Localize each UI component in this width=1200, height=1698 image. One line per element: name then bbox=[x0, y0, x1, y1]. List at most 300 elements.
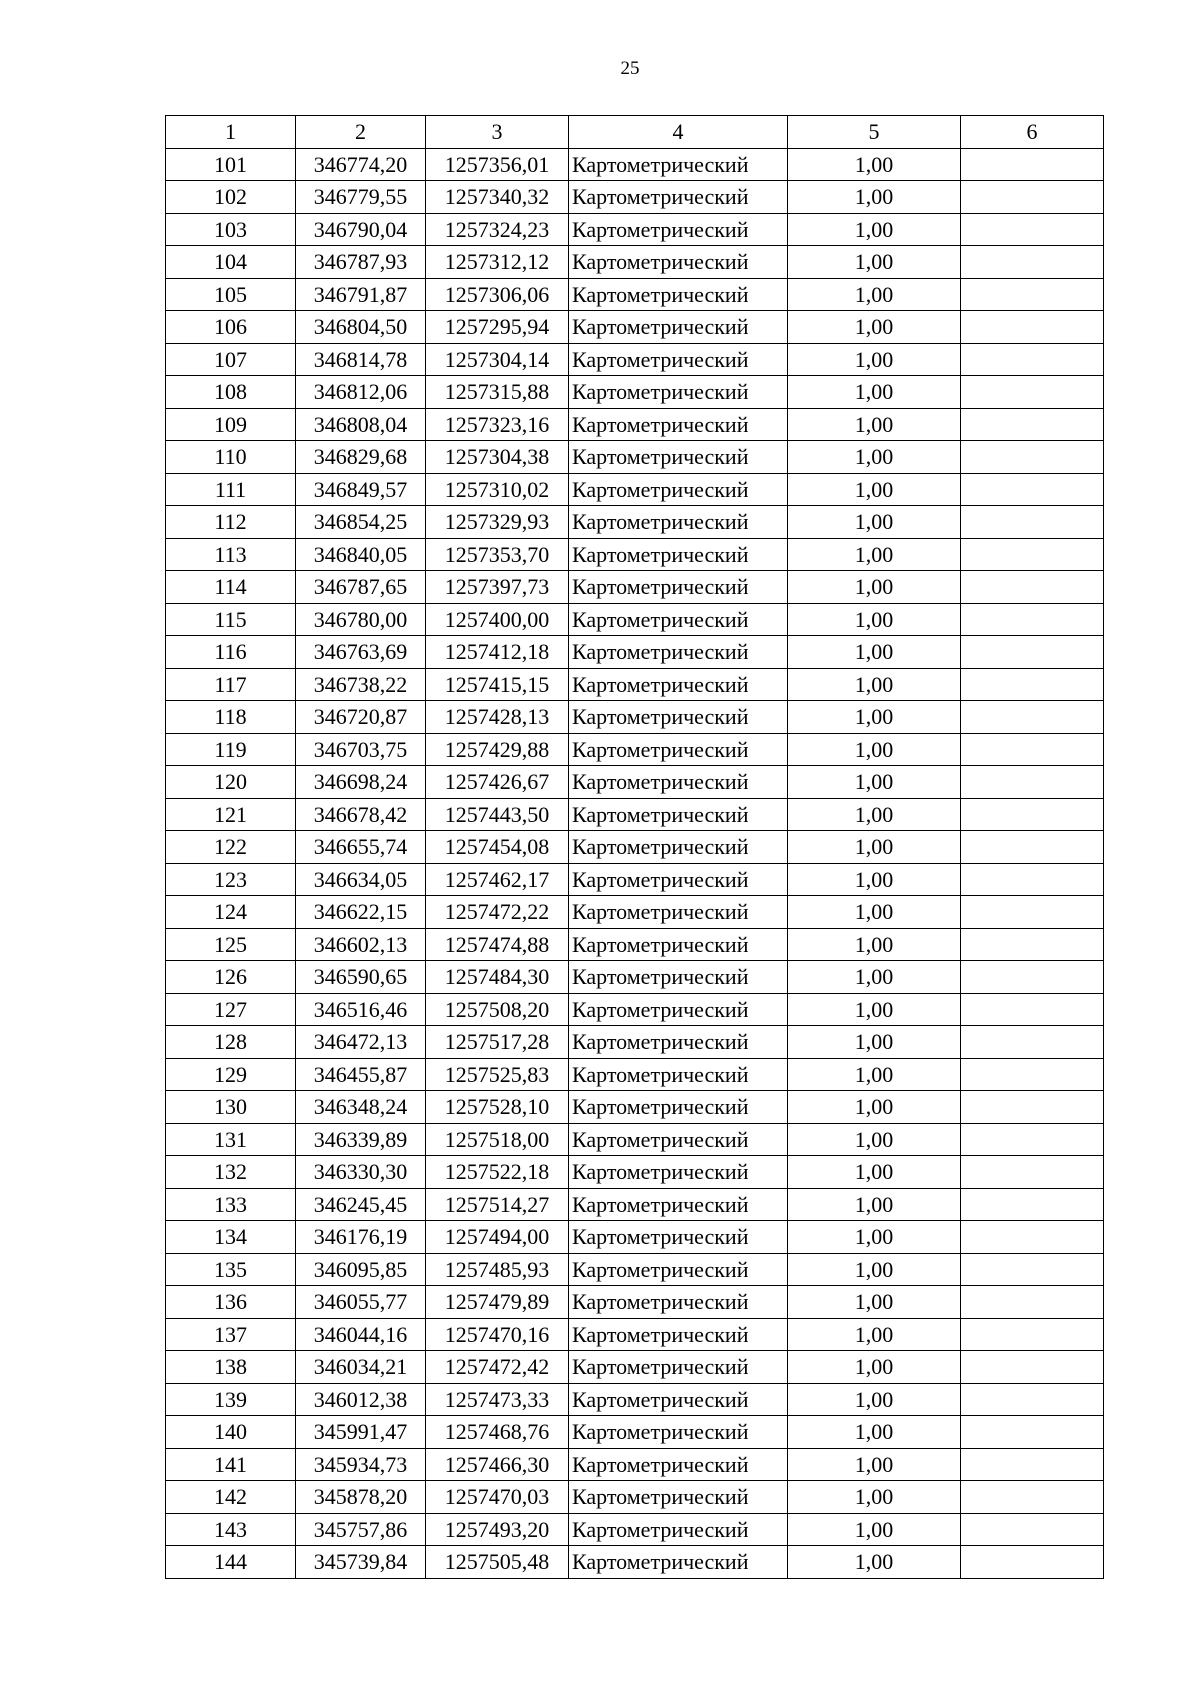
x-coordinate-cell: 345739,84 bbox=[296, 1546, 426, 1579]
accuracy-cell: 1,00 bbox=[788, 571, 961, 604]
x-coordinate-cell: 346779,55 bbox=[296, 181, 426, 214]
y-coordinate-cell: 1257415,15 bbox=[426, 668, 569, 701]
method-cell: Картометрический bbox=[569, 311, 788, 344]
note-cell bbox=[961, 1383, 1104, 1416]
table-row bbox=[166, 961, 1104, 994]
x-coordinate-cell: 346790,04 bbox=[296, 213, 426, 246]
y-coordinate-cell: 1257429,88 bbox=[426, 733, 569, 766]
column-header: 5 bbox=[788, 116, 961, 149]
accuracy-cell: 1,00 bbox=[788, 603, 961, 636]
accuracy-cell: 1,00 bbox=[788, 1318, 961, 1351]
method-cell: Картометрический bbox=[569, 1318, 788, 1351]
table-row bbox=[166, 636, 1104, 669]
table-row bbox=[166, 1091, 1104, 1124]
point-number-cell: 122 bbox=[166, 831, 296, 864]
point-number-cell: 121 bbox=[166, 798, 296, 831]
table-row bbox=[166, 1416, 1104, 1449]
table-row bbox=[166, 993, 1104, 1026]
method-cell: Картометрический bbox=[569, 1416, 788, 1449]
x-coordinate-cell: 346348,24 bbox=[296, 1091, 426, 1124]
point-number-cell: 132 bbox=[166, 1156, 296, 1189]
note-cell bbox=[961, 1416, 1104, 1449]
point-number-cell: 117 bbox=[166, 668, 296, 701]
method-cell: Картометрический bbox=[569, 473, 788, 506]
y-coordinate-cell: 1257468,76 bbox=[426, 1416, 569, 1449]
table-row bbox=[166, 343, 1104, 376]
method-cell: Картометрический bbox=[569, 1448, 788, 1481]
method-cell: Картометрический bbox=[569, 1253, 788, 1286]
table-row bbox=[166, 278, 1104, 311]
y-coordinate-cell: 1257295,94 bbox=[426, 311, 569, 344]
x-coordinate-cell: 346787,93 bbox=[296, 246, 426, 279]
note-cell bbox=[961, 603, 1104, 636]
table-row bbox=[166, 766, 1104, 799]
y-coordinate-cell: 1257412,18 bbox=[426, 636, 569, 669]
x-coordinate-cell: 346738,22 bbox=[296, 668, 426, 701]
x-coordinate-cell: 345878,20 bbox=[296, 1481, 426, 1514]
x-coordinate-cell: 346602,13 bbox=[296, 928, 426, 961]
y-coordinate-cell: 1257473,33 bbox=[426, 1383, 569, 1416]
method-cell: Картометрический bbox=[569, 928, 788, 961]
table-row bbox=[166, 831, 1104, 864]
note-cell bbox=[961, 1123, 1104, 1156]
accuracy-cell: 1,00 bbox=[788, 1058, 961, 1091]
y-coordinate-cell: 1257323,16 bbox=[426, 408, 569, 441]
accuracy-cell: 1,00 bbox=[788, 1546, 961, 1579]
accuracy-cell: 1,00 bbox=[788, 1481, 961, 1514]
y-coordinate-cell: 1257493,20 bbox=[426, 1513, 569, 1546]
table-row bbox=[166, 863, 1104, 896]
y-coordinate-cell: 1257304,14 bbox=[426, 343, 569, 376]
table-row bbox=[166, 1351, 1104, 1384]
accuracy-cell: 1,00 bbox=[788, 636, 961, 669]
y-coordinate-cell: 1257426,67 bbox=[426, 766, 569, 799]
method-cell: Картометрический bbox=[569, 213, 788, 246]
note-cell bbox=[961, 1448, 1104, 1481]
y-coordinate-cell: 1257522,18 bbox=[426, 1156, 569, 1189]
table-row bbox=[166, 701, 1104, 734]
point-number-cell: 136 bbox=[166, 1286, 296, 1319]
method-cell: Картометрический bbox=[569, 701, 788, 734]
column-header: 2 bbox=[296, 116, 426, 149]
note-cell bbox=[961, 961, 1104, 994]
accuracy-cell: 1,00 bbox=[788, 798, 961, 831]
accuracy-cell: 1,00 bbox=[788, 278, 961, 311]
point-number-cell: 137 bbox=[166, 1318, 296, 1351]
note-cell bbox=[961, 636, 1104, 669]
x-coordinate-cell: 346678,42 bbox=[296, 798, 426, 831]
note-cell bbox=[961, 376, 1104, 409]
method-cell: Картометрический bbox=[569, 1091, 788, 1124]
y-coordinate-cell: 1257518,00 bbox=[426, 1123, 569, 1156]
point-number-cell: 110 bbox=[166, 441, 296, 474]
method-cell: Картометрический bbox=[569, 1546, 788, 1579]
method-cell: Картометрический bbox=[569, 343, 788, 376]
table-row bbox=[166, 376, 1104, 409]
x-coordinate-cell: 346814,78 bbox=[296, 343, 426, 376]
method-cell: Картометрический bbox=[569, 961, 788, 994]
point-number-cell: 120 bbox=[166, 766, 296, 799]
note-cell bbox=[961, 473, 1104, 506]
point-number-cell: 115 bbox=[166, 603, 296, 636]
x-coordinate-cell: 346780,00 bbox=[296, 603, 426, 636]
accuracy-cell: 1,00 bbox=[788, 831, 961, 864]
point-number-cell: 126 bbox=[166, 961, 296, 994]
y-coordinate-cell: 1257485,93 bbox=[426, 1253, 569, 1286]
point-number-cell: 129 bbox=[166, 1058, 296, 1091]
y-coordinate-cell: 1257505,48 bbox=[426, 1546, 569, 1579]
x-coordinate-cell: 346095,85 bbox=[296, 1253, 426, 1286]
method-cell: Картометрический bbox=[569, 1058, 788, 1091]
method-cell: Картометрический bbox=[569, 668, 788, 701]
point-number-cell: 107 bbox=[166, 343, 296, 376]
point-number-cell: 140 bbox=[166, 1416, 296, 1449]
point-number-cell: 131 bbox=[166, 1123, 296, 1156]
note-cell bbox=[961, 278, 1104, 311]
accuracy-cell: 1,00 bbox=[788, 896, 961, 929]
method-cell: Картометрический bbox=[569, 798, 788, 831]
x-coordinate-cell: 346634,05 bbox=[296, 863, 426, 896]
note-cell bbox=[961, 1156, 1104, 1189]
point-number-cell: 123 bbox=[166, 863, 296, 896]
note-cell bbox=[961, 831, 1104, 864]
x-coordinate-cell: 346622,15 bbox=[296, 896, 426, 929]
y-coordinate-cell: 1257454,08 bbox=[426, 831, 569, 864]
point-number-cell: 112 bbox=[166, 506, 296, 539]
note-cell bbox=[961, 311, 1104, 344]
point-number-cell: 118 bbox=[166, 701, 296, 734]
note-cell bbox=[961, 343, 1104, 376]
x-coordinate-cell: 346245,45 bbox=[296, 1188, 426, 1221]
y-coordinate-cell: 1257428,13 bbox=[426, 701, 569, 734]
x-coordinate-cell: 346849,57 bbox=[296, 473, 426, 506]
method-cell: Картометрический bbox=[569, 506, 788, 539]
note-cell bbox=[961, 1318, 1104, 1351]
method-cell: Картометрический bbox=[569, 831, 788, 864]
accuracy-cell: 1,00 bbox=[788, 1026, 961, 1059]
point-number-cell: 139 bbox=[166, 1383, 296, 1416]
column-header: 6 bbox=[961, 116, 1104, 149]
y-coordinate-cell: 1257315,88 bbox=[426, 376, 569, 409]
point-number-cell: 138 bbox=[166, 1351, 296, 1384]
table-row bbox=[166, 733, 1104, 766]
accuracy-cell: 1,00 bbox=[788, 961, 961, 994]
method-cell: Картометрический bbox=[569, 408, 788, 441]
x-coordinate-cell: 346455,87 bbox=[296, 1058, 426, 1091]
accuracy-cell: 1,00 bbox=[788, 668, 961, 701]
method-cell: Картометрический bbox=[569, 441, 788, 474]
accuracy-cell: 1,00 bbox=[788, 538, 961, 571]
header-row bbox=[166, 116, 1104, 149]
table-row bbox=[166, 798, 1104, 831]
x-coordinate-cell: 346763,69 bbox=[296, 636, 426, 669]
y-coordinate-cell: 1257470,03 bbox=[426, 1481, 569, 1514]
y-coordinate-cell: 1257310,02 bbox=[426, 473, 569, 506]
table-row bbox=[166, 408, 1104, 441]
note-cell bbox=[961, 1286, 1104, 1319]
x-coordinate-cell: 346590,65 bbox=[296, 961, 426, 994]
accuracy-cell: 1,00 bbox=[788, 213, 961, 246]
method-cell: Картометрический bbox=[569, 863, 788, 896]
point-number-cell: 101 bbox=[166, 148, 296, 181]
method-cell: Картометрический bbox=[569, 1286, 788, 1319]
note-cell bbox=[961, 896, 1104, 929]
accuracy-cell: 1,00 bbox=[788, 1416, 961, 1449]
accuracy-cell: 1,00 bbox=[788, 701, 961, 734]
accuracy-cell: 1,00 bbox=[788, 1383, 961, 1416]
table-row bbox=[166, 1188, 1104, 1221]
note-cell bbox=[961, 506, 1104, 539]
point-number-cell: 142 bbox=[166, 1481, 296, 1514]
method-cell: Картометрический bbox=[569, 636, 788, 669]
y-coordinate-cell: 1257304,38 bbox=[426, 441, 569, 474]
table-row bbox=[166, 213, 1104, 246]
note-cell bbox=[961, 1026, 1104, 1059]
x-coordinate-cell: 345757,86 bbox=[296, 1513, 426, 1546]
table-row bbox=[166, 1318, 1104, 1351]
column-header: 1 bbox=[166, 116, 296, 149]
point-number-cell: 111 bbox=[166, 473, 296, 506]
note-cell bbox=[961, 863, 1104, 896]
y-coordinate-cell: 1257324,23 bbox=[426, 213, 569, 246]
column-header: 4 bbox=[569, 116, 788, 149]
note-cell bbox=[961, 1058, 1104, 1091]
table-row bbox=[166, 506, 1104, 539]
x-coordinate-cell: 346854,25 bbox=[296, 506, 426, 539]
note-cell bbox=[961, 928, 1104, 961]
method-cell: Картометрический bbox=[569, 733, 788, 766]
accuracy-cell: 1,00 bbox=[788, 733, 961, 766]
x-coordinate-cell: 346176,19 bbox=[296, 1221, 426, 1254]
note-cell bbox=[961, 1351, 1104, 1384]
point-number-cell: 134 bbox=[166, 1221, 296, 1254]
point-number-cell: 125 bbox=[166, 928, 296, 961]
x-coordinate-cell: 346829,68 bbox=[296, 441, 426, 474]
note-cell bbox=[961, 148, 1104, 181]
x-coordinate-cell: 346055,77 bbox=[296, 1286, 426, 1319]
table-row bbox=[166, 896, 1104, 929]
accuracy-cell: 1,00 bbox=[788, 1123, 961, 1156]
y-coordinate-cell: 1257397,73 bbox=[426, 571, 569, 604]
table-row bbox=[166, 181, 1104, 214]
table-row bbox=[166, 668, 1104, 701]
y-coordinate-cell: 1257517,28 bbox=[426, 1026, 569, 1059]
method-cell: Картометрический bbox=[569, 278, 788, 311]
table-row bbox=[166, 1546, 1104, 1579]
table-row bbox=[166, 246, 1104, 279]
accuracy-cell: 1,00 bbox=[788, 408, 961, 441]
point-number-cell: 106 bbox=[166, 311, 296, 344]
method-cell: Картометрический bbox=[569, 896, 788, 929]
accuracy-cell: 1,00 bbox=[788, 1448, 961, 1481]
y-coordinate-cell: 1257472,22 bbox=[426, 896, 569, 929]
method-cell: Картометрический bbox=[569, 571, 788, 604]
table-row bbox=[166, 1156, 1104, 1189]
note-cell bbox=[961, 1188, 1104, 1221]
table-row bbox=[166, 538, 1104, 571]
y-coordinate-cell: 1257306,06 bbox=[426, 278, 569, 311]
method-cell: Картометрический bbox=[569, 538, 788, 571]
column-header: 3 bbox=[426, 116, 569, 149]
note-cell bbox=[961, 993, 1104, 1026]
accuracy-cell: 1,00 bbox=[788, 928, 961, 961]
method-cell: Картометрический bbox=[569, 1123, 788, 1156]
point-number-cell: 144 bbox=[166, 1546, 296, 1579]
point-number-cell: 133 bbox=[166, 1188, 296, 1221]
point-number-cell: 127 bbox=[166, 993, 296, 1026]
x-coordinate-cell: 346516,46 bbox=[296, 993, 426, 1026]
x-coordinate-cell: 346472,13 bbox=[296, 1026, 426, 1059]
accuracy-cell: 1,00 bbox=[788, 148, 961, 181]
accuracy-cell: 1,00 bbox=[788, 1253, 961, 1286]
x-coordinate-cell: 345934,73 bbox=[296, 1448, 426, 1481]
accuracy-cell: 1,00 bbox=[788, 473, 961, 506]
y-coordinate-cell: 1257508,20 bbox=[426, 993, 569, 1026]
y-coordinate-cell: 1257466,30 bbox=[426, 1448, 569, 1481]
method-cell: Картометрический bbox=[569, 1481, 788, 1514]
table-row bbox=[166, 1058, 1104, 1091]
accuracy-cell: 1,00 bbox=[788, 1221, 961, 1254]
point-number-cell: 114 bbox=[166, 571, 296, 604]
method-cell: Картометрический bbox=[569, 1221, 788, 1254]
note-cell bbox=[961, 1221, 1104, 1254]
point-number-cell: 135 bbox=[166, 1253, 296, 1286]
point-number-cell: 104 bbox=[166, 246, 296, 279]
x-coordinate-cell: 346804,50 bbox=[296, 311, 426, 344]
accuracy-cell: 1,00 bbox=[788, 863, 961, 896]
y-coordinate-cell: 1257525,83 bbox=[426, 1058, 569, 1091]
method-cell: Картометрический bbox=[569, 181, 788, 214]
note-cell bbox=[961, 246, 1104, 279]
note-cell bbox=[961, 1091, 1104, 1124]
method-cell: Картометрический bbox=[569, 1351, 788, 1384]
y-coordinate-cell: 1257312,12 bbox=[426, 246, 569, 279]
x-coordinate-cell: 346791,87 bbox=[296, 278, 426, 311]
note-cell bbox=[961, 1253, 1104, 1286]
y-coordinate-cell: 1257472,42 bbox=[426, 1351, 569, 1384]
accuracy-cell: 1,00 bbox=[788, 506, 961, 539]
accuracy-cell: 1,00 bbox=[788, 766, 961, 799]
table-row bbox=[166, 1448, 1104, 1481]
y-coordinate-cell: 1257329,93 bbox=[426, 506, 569, 539]
y-coordinate-cell: 1257353,70 bbox=[426, 538, 569, 571]
accuracy-cell: 1,00 bbox=[788, 1513, 961, 1546]
x-coordinate-cell: 345991,47 bbox=[296, 1416, 426, 1449]
table-row bbox=[166, 603, 1104, 636]
x-coordinate-cell: 346787,65 bbox=[296, 571, 426, 604]
point-number-cell: 143 bbox=[166, 1513, 296, 1546]
method-cell: Картометрический bbox=[569, 766, 788, 799]
table-row bbox=[166, 1221, 1104, 1254]
point-number-cell: 109 bbox=[166, 408, 296, 441]
point-number-cell: 103 bbox=[166, 213, 296, 246]
y-coordinate-cell: 1257474,88 bbox=[426, 928, 569, 961]
point-number-cell: 141 bbox=[166, 1448, 296, 1481]
point-number-cell: 102 bbox=[166, 181, 296, 214]
x-coordinate-cell: 346655,74 bbox=[296, 831, 426, 864]
method-cell: Картометрический bbox=[569, 1026, 788, 1059]
point-number-cell: 116 bbox=[166, 636, 296, 669]
accuracy-cell: 1,00 bbox=[788, 311, 961, 344]
table-row bbox=[166, 441, 1104, 474]
method-cell: Картометрический bbox=[569, 246, 788, 279]
accuracy-cell: 1,00 bbox=[788, 1156, 961, 1189]
note-cell bbox=[961, 441, 1104, 474]
table-row bbox=[166, 1513, 1104, 1546]
note-cell bbox=[961, 408, 1104, 441]
y-coordinate-cell: 1257514,27 bbox=[426, 1188, 569, 1221]
x-coordinate-cell: 346044,16 bbox=[296, 1318, 426, 1351]
y-coordinate-cell: 1257494,00 bbox=[426, 1221, 569, 1254]
note-cell bbox=[961, 1513, 1104, 1546]
point-number-cell: 108 bbox=[166, 376, 296, 409]
table-row bbox=[166, 311, 1104, 344]
y-coordinate-cell: 1257340,32 bbox=[426, 181, 569, 214]
note-cell bbox=[961, 571, 1104, 604]
table-row bbox=[166, 1253, 1104, 1286]
note-cell bbox=[961, 181, 1104, 214]
y-coordinate-cell: 1257484,30 bbox=[426, 961, 569, 994]
method-cell: Картометрический bbox=[569, 1383, 788, 1416]
note-cell bbox=[961, 766, 1104, 799]
table-row bbox=[166, 928, 1104, 961]
table-row bbox=[166, 1383, 1104, 1416]
method-cell: Картометрический bbox=[569, 993, 788, 1026]
page-number: 25 bbox=[620, 58, 640, 79]
x-coordinate-cell: 346808,04 bbox=[296, 408, 426, 441]
accuracy-cell: 1,00 bbox=[788, 1286, 961, 1319]
method-cell: Картометрический bbox=[569, 148, 788, 181]
table-row bbox=[166, 1026, 1104, 1059]
note-cell bbox=[961, 213, 1104, 246]
y-coordinate-cell: 1257400,00 bbox=[426, 603, 569, 636]
point-number-cell: 113 bbox=[166, 538, 296, 571]
method-cell: Картометрический bbox=[569, 1188, 788, 1221]
table-row bbox=[166, 1286, 1104, 1319]
note-cell bbox=[961, 733, 1104, 766]
accuracy-cell: 1,00 bbox=[788, 343, 961, 376]
y-coordinate-cell: 1257528,10 bbox=[426, 1091, 569, 1124]
note-cell bbox=[961, 1481, 1104, 1514]
x-coordinate-cell: 346840,05 bbox=[296, 538, 426, 571]
note-cell bbox=[961, 668, 1104, 701]
note-cell bbox=[961, 1546, 1104, 1579]
accuracy-cell: 1,00 bbox=[788, 993, 961, 1026]
x-coordinate-cell: 346812,06 bbox=[296, 376, 426, 409]
accuracy-cell: 1,00 bbox=[788, 1091, 961, 1124]
accuracy-cell: 1,00 bbox=[788, 1188, 961, 1221]
method-cell: Картометрический bbox=[569, 1513, 788, 1546]
x-coordinate-cell: 346330,30 bbox=[296, 1156, 426, 1189]
point-number-cell: 119 bbox=[166, 733, 296, 766]
accuracy-cell: 1,00 bbox=[788, 1351, 961, 1384]
coordinates-table bbox=[165, 115, 1104, 1579]
x-coordinate-cell: 346012,38 bbox=[296, 1383, 426, 1416]
x-coordinate-cell: 346774,20 bbox=[296, 148, 426, 181]
y-coordinate-cell: 1257356,01 bbox=[426, 148, 569, 181]
y-coordinate-cell: 1257479,89 bbox=[426, 1286, 569, 1319]
x-coordinate-cell: 346034,21 bbox=[296, 1351, 426, 1384]
x-coordinate-cell: 346703,75 bbox=[296, 733, 426, 766]
table-row bbox=[166, 1481, 1104, 1514]
table-row bbox=[166, 473, 1104, 506]
note-cell bbox=[961, 798, 1104, 831]
y-coordinate-cell: 1257470,16 bbox=[426, 1318, 569, 1351]
point-number-cell: 130 bbox=[166, 1091, 296, 1124]
point-number-cell: 124 bbox=[166, 896, 296, 929]
x-coordinate-cell: 346698,24 bbox=[296, 766, 426, 799]
table-body bbox=[166, 148, 1104, 1578]
